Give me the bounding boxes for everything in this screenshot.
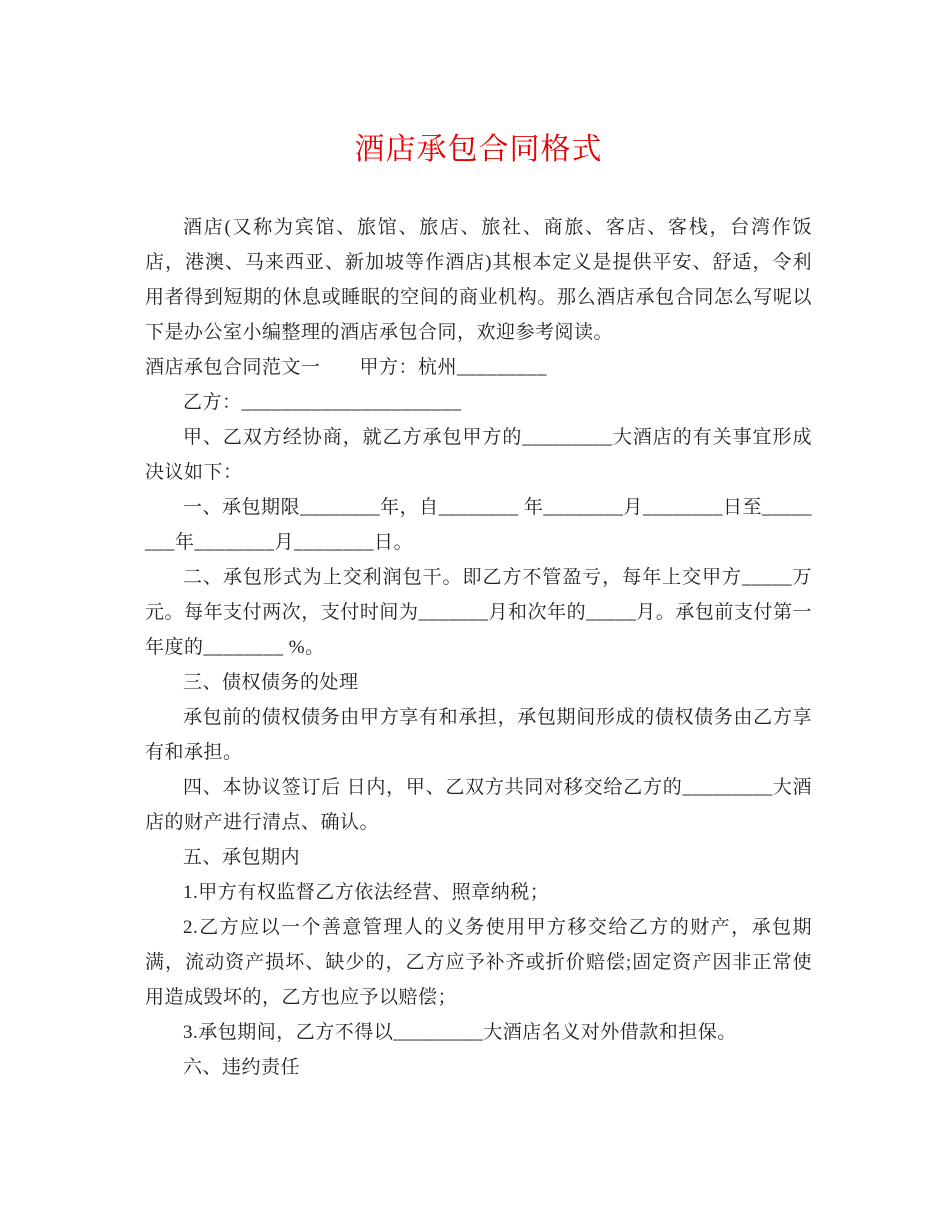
paragraph-clause-2-payment: 二、承包形式为上交利润包干。即乙方不管盈亏，每年上交甲方_____万元。每年支付两次，支付时间为_______月和次年的_____月。承包前支付第一年度的________ %。 xyxy=(145,567,812,658)
document-content xyxy=(145,0,812,1085)
paragraph-party-b: 乙方：______________________ xyxy=(183,392,462,413)
paragraph-clause-5-item-1: 1.甲方有权监督乙方依法经营、照章纳税； xyxy=(183,882,550,903)
paragraph-agreement-intro: 甲、乙双方经协商，就乙方承包甲方的_________大酒店的有关事宜形成决议如下： xyxy=(145,427,812,483)
paragraph-clause-3-body: 承包前的债权债务由甲方享有和承担，承包期间形成的债权债务由乙方享有和承担。 xyxy=(145,707,812,763)
paragraph-clause-1-term: 一、承包期限________年，自________ 年________月________日至________年________月________日。 xyxy=(145,497,812,553)
paragraph-sample-party-a: 酒店承包合同范文一 甲方：杭州_________ xyxy=(145,357,548,378)
paragraph-clause-5-item-2: 2.乙方应以一个善意管理人的义务使用甲方移交给乙方的财产，承包期满，流动资产损坏、缺少的，乙方应予补齐或折价赔偿;固定资产因非正常使用造成毁坏的，乙方也应予以赔偿； xyxy=(145,917,812,1008)
paragraph-clause-5-heading: 五、承包期内 xyxy=(183,847,301,868)
paragraph-clause-3-heading: 三、债权债务的处理 xyxy=(183,672,359,693)
page-title: 酒店承包合同格式 xyxy=(354,133,603,166)
paragraph-clause-6-heading: 六、违约责任 xyxy=(183,1057,301,1078)
paragraph-clause-4-handover: 四、本协议签订后 日内，甲、乙双方共同对移交给乙方的_________大酒店的财产进行清点、确认。 xyxy=(145,777,812,833)
paragraph-clause-5-item-3: 3.承包期间，乙方不得以_________大酒店名义对外借款和担保。 xyxy=(183,1022,737,1043)
document-body xyxy=(145,210,812,1085)
paragraph-intro: 酒店(又称为宾馆、旅馆、旅店、旅社、商旅、客店、客栈，台湾作饭店，港澳、马来西亚、新加坡等作酒店)其根本定义是提供平安、舒适，令利用者得到短期的休息或睡眠的空间的商业机构。那么酒店承包合同怎么写呢以下是办公室小编整理的酒店承包合同，欢迎参考阅读。 xyxy=(145,217,812,343)
